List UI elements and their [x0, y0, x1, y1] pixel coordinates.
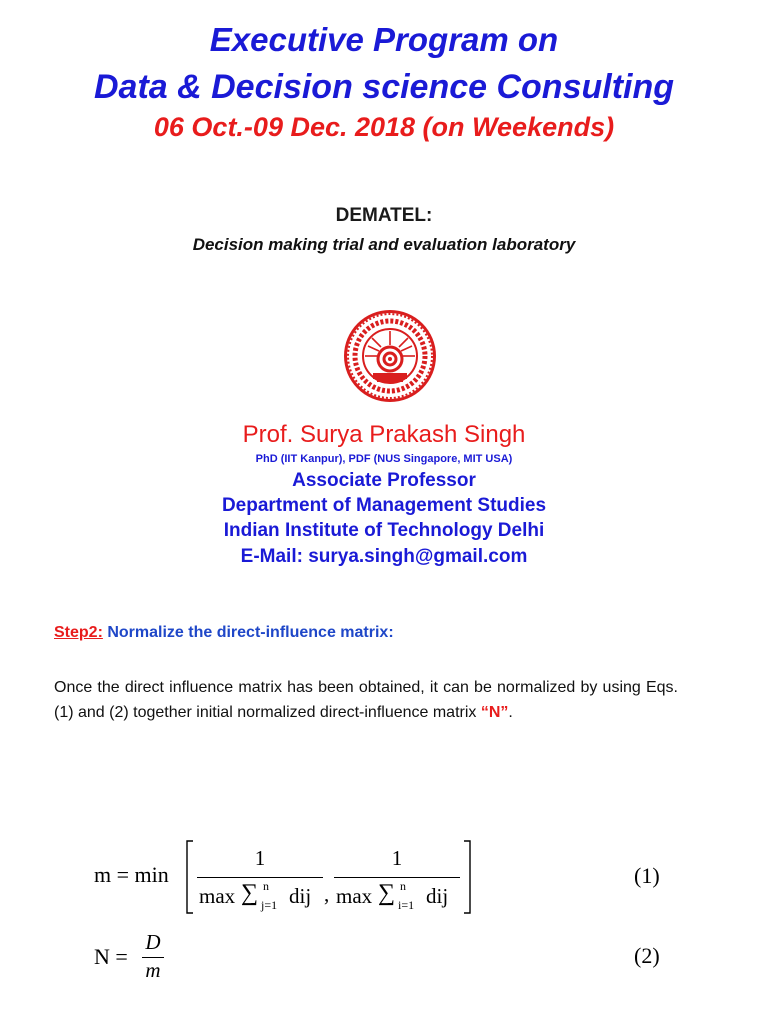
paragraph-text: Once the direct influence matrix has been obtained, it can be normalized by using Eqs. (1) and (2) together initial normalized direct-influence matrix [54, 679, 678, 721]
equation-1-number: (1) [634, 863, 660, 888]
eq1-comma: , [324, 882, 330, 906]
topic-title: DEMATEL: [335, 205, 433, 226]
paragraph-highlight: “N” [480, 704, 509, 721]
eq1-denominator-1 [197, 880, 323, 914]
equation-1 [94, 836, 654, 920]
eq2-numerator: D [145, 930, 161, 954]
eq1-sum-2: ∑ [378, 880, 396, 906]
presenter-position: Associate Professor [292, 470, 476, 491]
topic-subtitle: Decision making trial and evaluation laboratory [192, 235, 576, 254]
step-heading [54, 622, 394, 644]
body-paragraph [54, 675, 678, 725]
program-title-line2: Data & Decision science Consulting [93, 68, 675, 106]
eq1-sub-2: i=1 [398, 898, 415, 912]
eq2-lhs: N = [94, 944, 128, 969]
eq1-fraction-bar-1 [197, 877, 323, 878]
eq1-right-bracket [462, 840, 472, 914]
eq1-denominator-2 [334, 880, 460, 914]
presenter-institute: Indian Institute of Technology Delhi [223, 520, 545, 541]
step-text: Normalize the direct-influence matrix: [102, 624, 394, 641]
eq1-sub-1: j=1 [261, 898, 278, 912]
eq1-fraction-1 [197, 840, 323, 914]
presenter-email: E-Mail: surya.singh@gmail.com [240, 546, 528, 567]
eq1-sup-2: n [400, 879, 406, 893]
program-dates: 06 Oct.-09 Dec. 2018 (on Weekends) [153, 112, 615, 142]
eq1-numerator-2: 1 [391, 846, 403, 870]
eq1-max-2: max [336, 884, 373, 908]
eq1-term-1: dij [289, 884, 312, 908]
eq1-max-1: max [199, 884, 236, 908]
eq1-fraction-bar-2 [334, 877, 460, 878]
eq1-left-bracket [185, 840, 195, 914]
eq1-fraction-2 [334, 840, 460, 914]
presenter-name: Prof. Surya Prakash Singh [242, 421, 526, 448]
paragraph-end: . [508, 704, 513, 721]
presenter-degrees: PhD (IIT Kanpur), PDF (NUS Singapore, MIT USA) [255, 453, 513, 465]
eq1-sup-1: n [263, 879, 269, 893]
step-label: Step2: [54, 624, 103, 641]
eq1-lhs: m = min [94, 862, 169, 887]
eq1-sum-1: ∑ [241, 880, 259, 906]
program-title-line1: Executive Program on [209, 21, 559, 58]
equation-2-number: (2) [634, 943, 660, 968]
eq1-numerator-1: 1 [254, 846, 266, 870]
eq1-term-2: dij [426, 884, 449, 908]
eq2-denominator: m [145, 958, 161, 982]
equation-2 [94, 930, 214, 986]
iit-delhi-emblem-icon [343, 309, 437, 403]
presenter-department: Department of Management Studies [221, 495, 547, 516]
